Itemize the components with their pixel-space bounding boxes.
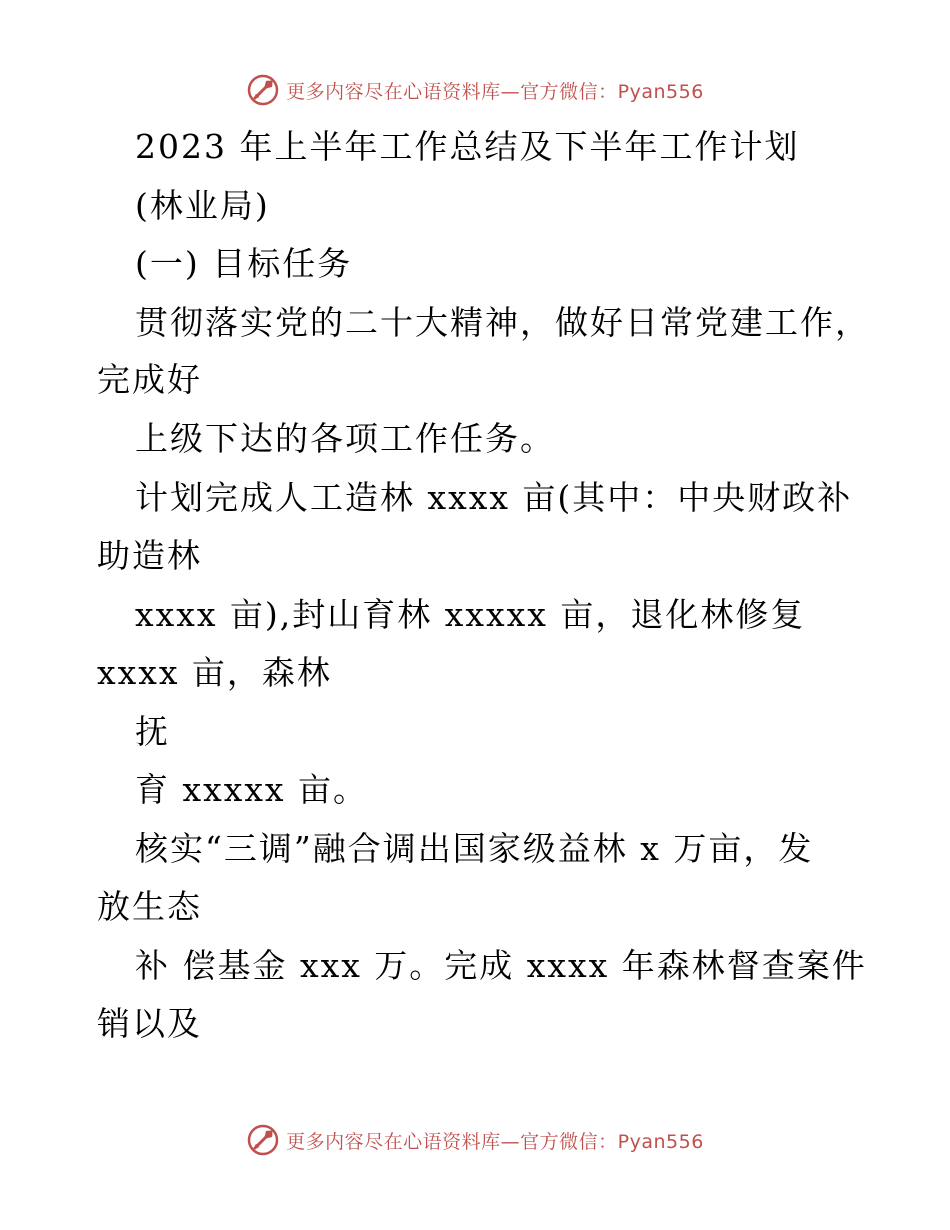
- paragraph-line: 育 xxxxx 亩。: [135, 770, 369, 809]
- paragraph-line: 助造林: [97, 536, 202, 575]
- paragraph-line: xxxx 亩，森林: [97, 653, 332, 692]
- quill-pen-logo-icon: [246, 73, 280, 107]
- section-heading: (一) 目标任务: [135, 244, 353, 283]
- paragraph-line: 抚: [135, 712, 170, 751]
- quill-pen-logo-icon: [246, 1123, 280, 1157]
- header-banner-text: 更多内容尽在心语资料库—官方微信：Pyan556: [286, 80, 704, 103]
- paragraph-line: 完成好: [97, 360, 202, 399]
- footer-banner: [0, 1120, 950, 1160]
- paragraph-line: 放生态: [97, 887, 202, 926]
- header-banner: [0, 70, 950, 110]
- document-subtitle: (林业局): [135, 186, 270, 225]
- paragraph-line: 补 偿基金 xxx 万。完成 xxxx 年森林督查案件: [135, 946, 867, 985]
- paragraph-line: 计划完成人工造林 xxxx 亩(其中：中央财政补: [135, 478, 853, 517]
- paragraph-line: 贯彻落实党的二十大精神，做好日常党建工作，: [135, 303, 870, 342]
- paragraph-line: 上级下达的各项工作任务。: [135, 419, 555, 458]
- footer-banner-text: 更多内容尽在心语资料库—官方微信：Pyan556: [286, 1130, 704, 1153]
- document-title: 2023 年上半年工作总结及下半年工作计划: [135, 127, 800, 166]
- paragraph-line: xxxx 亩),封山育林 xxxxx 亩，退化林修复: [135, 595, 806, 634]
- paragraph-line: 核实“三调”融合调出国家级益林 x 万亩，发: [135, 829, 814, 868]
- paragraph-line: 销以及: [97, 1004, 202, 1043]
